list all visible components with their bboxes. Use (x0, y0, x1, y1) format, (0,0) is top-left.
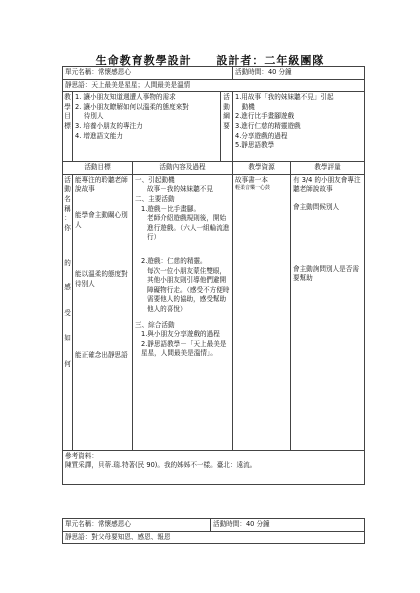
unit-name: 單元名稱：常懷感恩心 (63, 67, 233, 80)
activity-name-label: 活 動 名 稱 ： 你 的 感 受 如 何 (63, 174, 73, 450)
lesson-table-2 (62, 518, 365, 544)
lesson-table-1 (62, 66, 365, 485)
title-right: 設計者：二年級團隊 (216, 54, 325, 67)
unit2-time: 活動時間：40 分鐘 (211, 519, 365, 532)
motto: 靜思語：天上最美是星星；人間最美是溫情 (63, 79, 365, 92)
references-text: 陳質采譯，貝蒂.瑞.特著(民 90)。我的姊姊不一樣。臺北：遠流。 (65, 461, 257, 470)
header-resource: 教學資源 (233, 162, 291, 175)
goals-label: 教 學 目 標 (63, 92, 73, 162)
activity-summary: 1.用故事「我的妹妹聽不見」引起 動機 2.進行比手畫腳遊戲 3.進行仁慈的精靈遊戲 4.分享遊戲的過程 5.靜思語教學 (233, 92, 365, 162)
header-eval: 教學評量 (291, 162, 365, 175)
activity-content: 一、引起動機 故事－我的妹妹聽不見 二、主要活動 1.遊戲－比手畫腳。 老師介紹遊戲規則後，開始進行遊戲。（六人一組輪流進行） 2.遊戲：仁慈的精靈。 每次一位小朋友蒙住雙眼，其他小朋友則引導他們避開障礙物行走。（感受不方便時需要他人的協助，感受幫助他人的喜悅） 三、綜合活動 1.與小朋友分享遊戲的過程 2.靜思語教學－「天上最美是星星，人間最美是溫情」。 (133, 174, 233, 450)
header-goal: 活動目標 (63, 162, 133, 175)
activity-time: 活動時間：40 分鐘 (233, 67, 365, 80)
header-content: 活動內容及過程 (133, 162, 233, 175)
activity-objectives: 能專注的聆聽老師說故事 能學會主動關心別人 能以溫柔的態度對待別人 能正確念出靜思語 (73, 174, 133, 450)
unit2-name: 單元名稱：常懷感恩心 (63, 519, 211, 532)
references (63, 450, 365, 484)
teaching-resources: 故事書一本 輕柔音樂一心鼓 (233, 174, 291, 450)
summary-label: 活 動 綱 要 (221, 92, 233, 162)
teaching-goals: 1. 讓小朋友知道週遭人事物的需求 2. 讓小朋友瞭解如何以溫柔的態度來對 待別人 3. 培養小朋友的專注力 4. 增進語文能力 (73, 92, 221, 162)
references-label: 參考資料： (65, 451, 98, 460)
unit2-motto: 靜思語：對父母要知恩、感恩、報恩 (63, 531, 365, 544)
title-left: 生命教育教學設計 (95, 54, 192, 67)
teaching-evaluation: 有 3/4 的小朋友會專注聽老師說故事 會主動問候別人 會主動詢問別人是否需要幫助 (291, 174, 365, 450)
